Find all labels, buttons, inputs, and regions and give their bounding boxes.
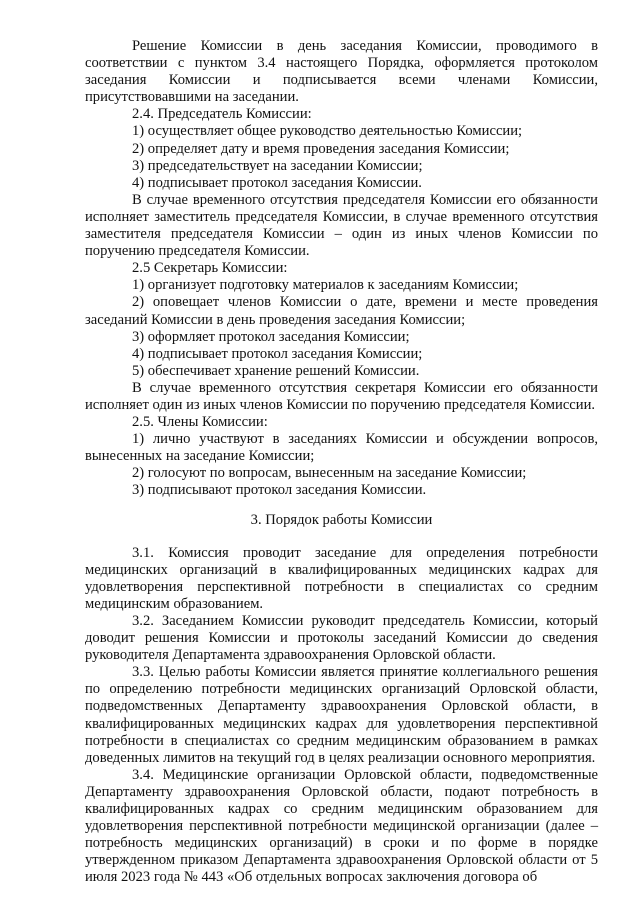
list-item-chairman-3: 3) председательствует на заседании Комиссии; (132, 157, 423, 174)
list-item-secretary-3: 3) оформляет протокол заседания Комиссии; (132, 328, 410, 345)
list-item-chairman-1: 1) осуществляет общее руководство деятельностью Комиссии; (132, 123, 523, 140)
paragraph-3-1: 3.1. Комиссия проводит заседание для определения потребности медицинских организаций в квалифицированных медицинских кадрах для удовлетворения перспективной потребности в специалистах со средним медицинским образованием. (85, 544, 598, 612)
list-item-members-2: 2) голосуют по вопросам, вынесенным на заседание Комиссии; (132, 465, 527, 482)
paragraph-3-4: 3.4. Медицинские организации Орловской области, подведомственные Департаменту здравоохранения Орловской области, подают потребность в квалифицированных кадрах со средним медицинским образованием для удовлетворения перспективной потребности медицинской организации (далее – потребность медицинских организаций) в сроки и по форме в порядке утвержденном приказом Департамента здравоохранения Орловской области от 5 июля 2023 года № 443 «Об отдельных вопросах заключения договора об (85, 766, 598, 886)
section-heading: 3. Порядок работы Комиссии (250, 511, 433, 528)
list-item-members-1: 1) лично участвуют в заседаниях Комиссии и обсуждении вопросов, вынесенных на заседание Комиссии; (85, 431, 598, 465)
list-item-secretary-5: 5) обеспечивает хранение решений Комиссии. (132, 362, 420, 379)
paragraph-chairman-heading: 2.4. Председатель Комиссии: (132, 106, 312, 123)
paragraph-secretary-absence: В случае временного отсутствия секретаря Комиссии его обязанности исполняет один из иных членов Комиссии по поручению председателя Комиссии. (85, 379, 598, 413)
paragraph-3-2: 3.2. Заседанием Комиссии руководит председатель Комиссии, который доводит решения Комиссии и протоколы заседаний Комиссии до сведения руководителя Департамента здравоохранения Орловской области. (85, 613, 598, 664)
list-item-secretary-1: 1) организует подготовку материалов к заседаниям Комиссии; (132, 277, 519, 294)
list-item-chairman-4: 4) подписывает протокол заседания Комиссии. (132, 174, 422, 191)
paragraph-3-3: 3.3. Целью работы Комиссии является принятие коллегиального решения по определению потребности медицинских организаций Орловской области, подведомственных Департаменту здравоохранения Орловской области, в квалифицированных медицинских кадрах для удовлетворения перспективной потребности в специалистах со средним медицинским образованием в рамках доведенных лимитов на текущий год в целях реализации основного мероприятия. (85, 664, 598, 766)
list-item-members-3: 3) подписывают протокол заседания Комиссии. (132, 482, 427, 499)
paragraph-chairman-absence: В случае временного отсутствия председателя Комиссии его обязанности исполняет заместитель председателя Комиссии, в случае временного отсутствия заместителя председателя Комиссии – один из иных членов Комиссии по поручению председателя Комиссии. (85, 191, 598, 260)
paragraph-secretary-heading: 2.5 Секретарь Комиссии: (132, 260, 288, 277)
list-item-secretary-4: 4) подписывает протокол заседания Комиссии; (132, 345, 423, 362)
paragraph-members-heading: 2.5. Члены Комиссии: (132, 414, 268, 431)
list-item-chairman-2: 2) определяет дату и время проведения заседания Комиссии; (132, 140, 510, 157)
document-page (85, 38, 598, 887)
paragraph-decision-protocol: Решение Комиссии в день заседания Комиссии, проводимого в соответствии с пунктом 3.4 настоящего Порядка, оформляется протоколом заседания Комиссии и подписывается всеми членами Комиссии, присутствовавшими на заседании. (85, 38, 598, 106)
list-item-secretary-2: 2) оповещает членов Комиссии о дате, времени и месте проведения заседаний Комиссии в день проведения заседания Комиссии; (85, 294, 598, 328)
